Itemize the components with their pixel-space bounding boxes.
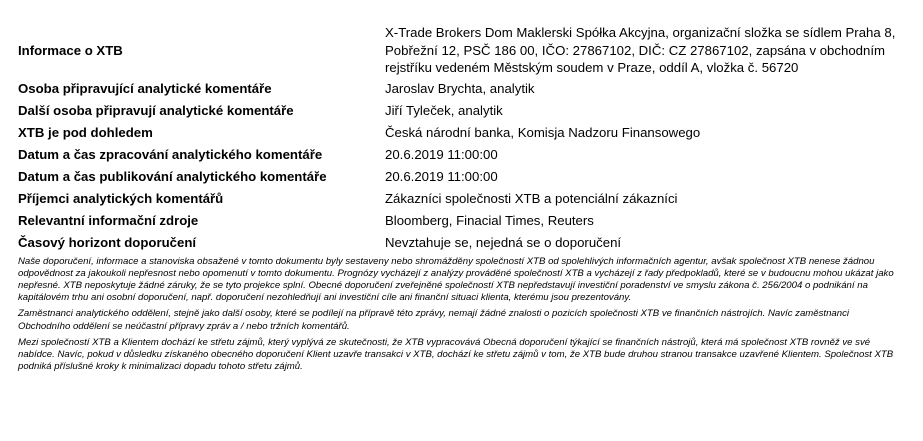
row-value: Česká národní banka, Komisja Nadzoru Finansowego [385,124,701,140]
row-label: Další osoba připravují analytické komentáře [18,102,294,118]
row-value: Jiří Tyleček, analytik [385,102,503,118]
row-value: X-Trade Brokers Dom Maklerski Spółka Akcyjna, organizační složka se sídlem Praha 8, Pobřežní 12, PSČ 186 00, IČO: 27867102, DIČ: CZ 27867102, zapsána v obchodním rejstříku vedeném Městským soudem v Praze, oddíl A, vložka č. 56720 [385,25,896,75]
disclaimer-paragraph: Naše doporučení, informace a stanoviska obsažené v tomto dokumentu byly sestaveny nebo shromážděny společností XTB od spolehlivých informačních agentur, avšak společnost XTB nenese žádnou odpovědnost za jakoukoli nepřesnost nebo opomenutí v tomto dokumentu. Prognózy vycházejí z analýzy prováděné společností XTB a vycházejí z řady předpokladů, které se v budoucnu mohou ukázat jako nepřesné. XTB neposkytuje žádné záruky, že se tyto projekce splní. Obecné doporučení zveřejněné společností XTB nepředstavují investiční poradenství ve smyslu zákona č. 256/2004 o podnikání na kapitálovém trhu ani osobní doporučení, např. doporučení nezohledňují ani investiční cíle ani finanční situaci klienta, kterému jsou prezentovány. [18,255,894,304]
table-row [18,166,905,188]
disclaimer-paragraph: Mezi společností XTB a Klientem dochází ke střetu zájmů, který vyplývá ze skutečnosti, že XTB vypracovává Obecná doporučení týkající se finančních nástrojů, která má společnost XTB rovněž ve své nabídce. Navíc, pokud v důsledku získaného obecného doporučení Klient uzavře transakci v XTB, dochází ke střetu zájmů v tom, že XTB bude druhou stranou transakce uzavřené Klientem. Společnost XTB podniká příslušné kroky k minimalizaci dopadu tohoto střetu zájmů. [18,336,894,373]
row-value: Bloomberg, Finacial Times, Reuters [385,212,594,228]
table-row [18,122,905,144]
row-label: XTB je pod dohledem [18,124,153,140]
disclaimer-paragraph: Zaměstnanci analytického oddělení, stejně jako další osoby, které se podílejí na přípravě této zprávy, nemají žádné znalosti o pozicích společnosti XTB ve finančních nástrojích. Navíc zaměstnanci Obchodního oddělení se neúčastní přípravy zpráv a / nebo tržních komentářů. [18,308,850,332]
row-label: Příjemci analytických komentářů [18,190,224,206]
row-label: Datum a čas zpracování analytického komentáře [18,146,323,162]
row-label: Datum a čas publikování analytického komentáře [18,168,327,184]
row-value: 20.6.2019 11:00:00 [385,146,498,162]
table-row [18,78,905,100]
info-table [18,24,905,254]
table-row [18,144,905,166]
row-label: Časový horizont doporučení [18,234,197,250]
table-row [18,100,905,122]
table-row [18,210,905,232]
table-row [18,188,905,210]
table-row [18,232,905,254]
row-value: Zákazníci společnosti XTB a potenciální zákazníci [385,190,678,206]
table-row [18,24,905,78]
disclosure-page [0,24,923,441]
row-label: Informace o XTB [18,42,123,58]
row-label: Osoba připravující analytické komentáře [18,80,272,96]
disclaimer-notes [18,256,898,374]
row-value: Nevztahuje se, nejedná se o doporučení [385,234,622,250]
row-label: Relevantní informační zdroje [18,212,199,228]
row-value: 20.6.2019 11:00:00 [385,168,498,184]
row-value: Jaroslav Brychta, analytik [385,80,535,96]
